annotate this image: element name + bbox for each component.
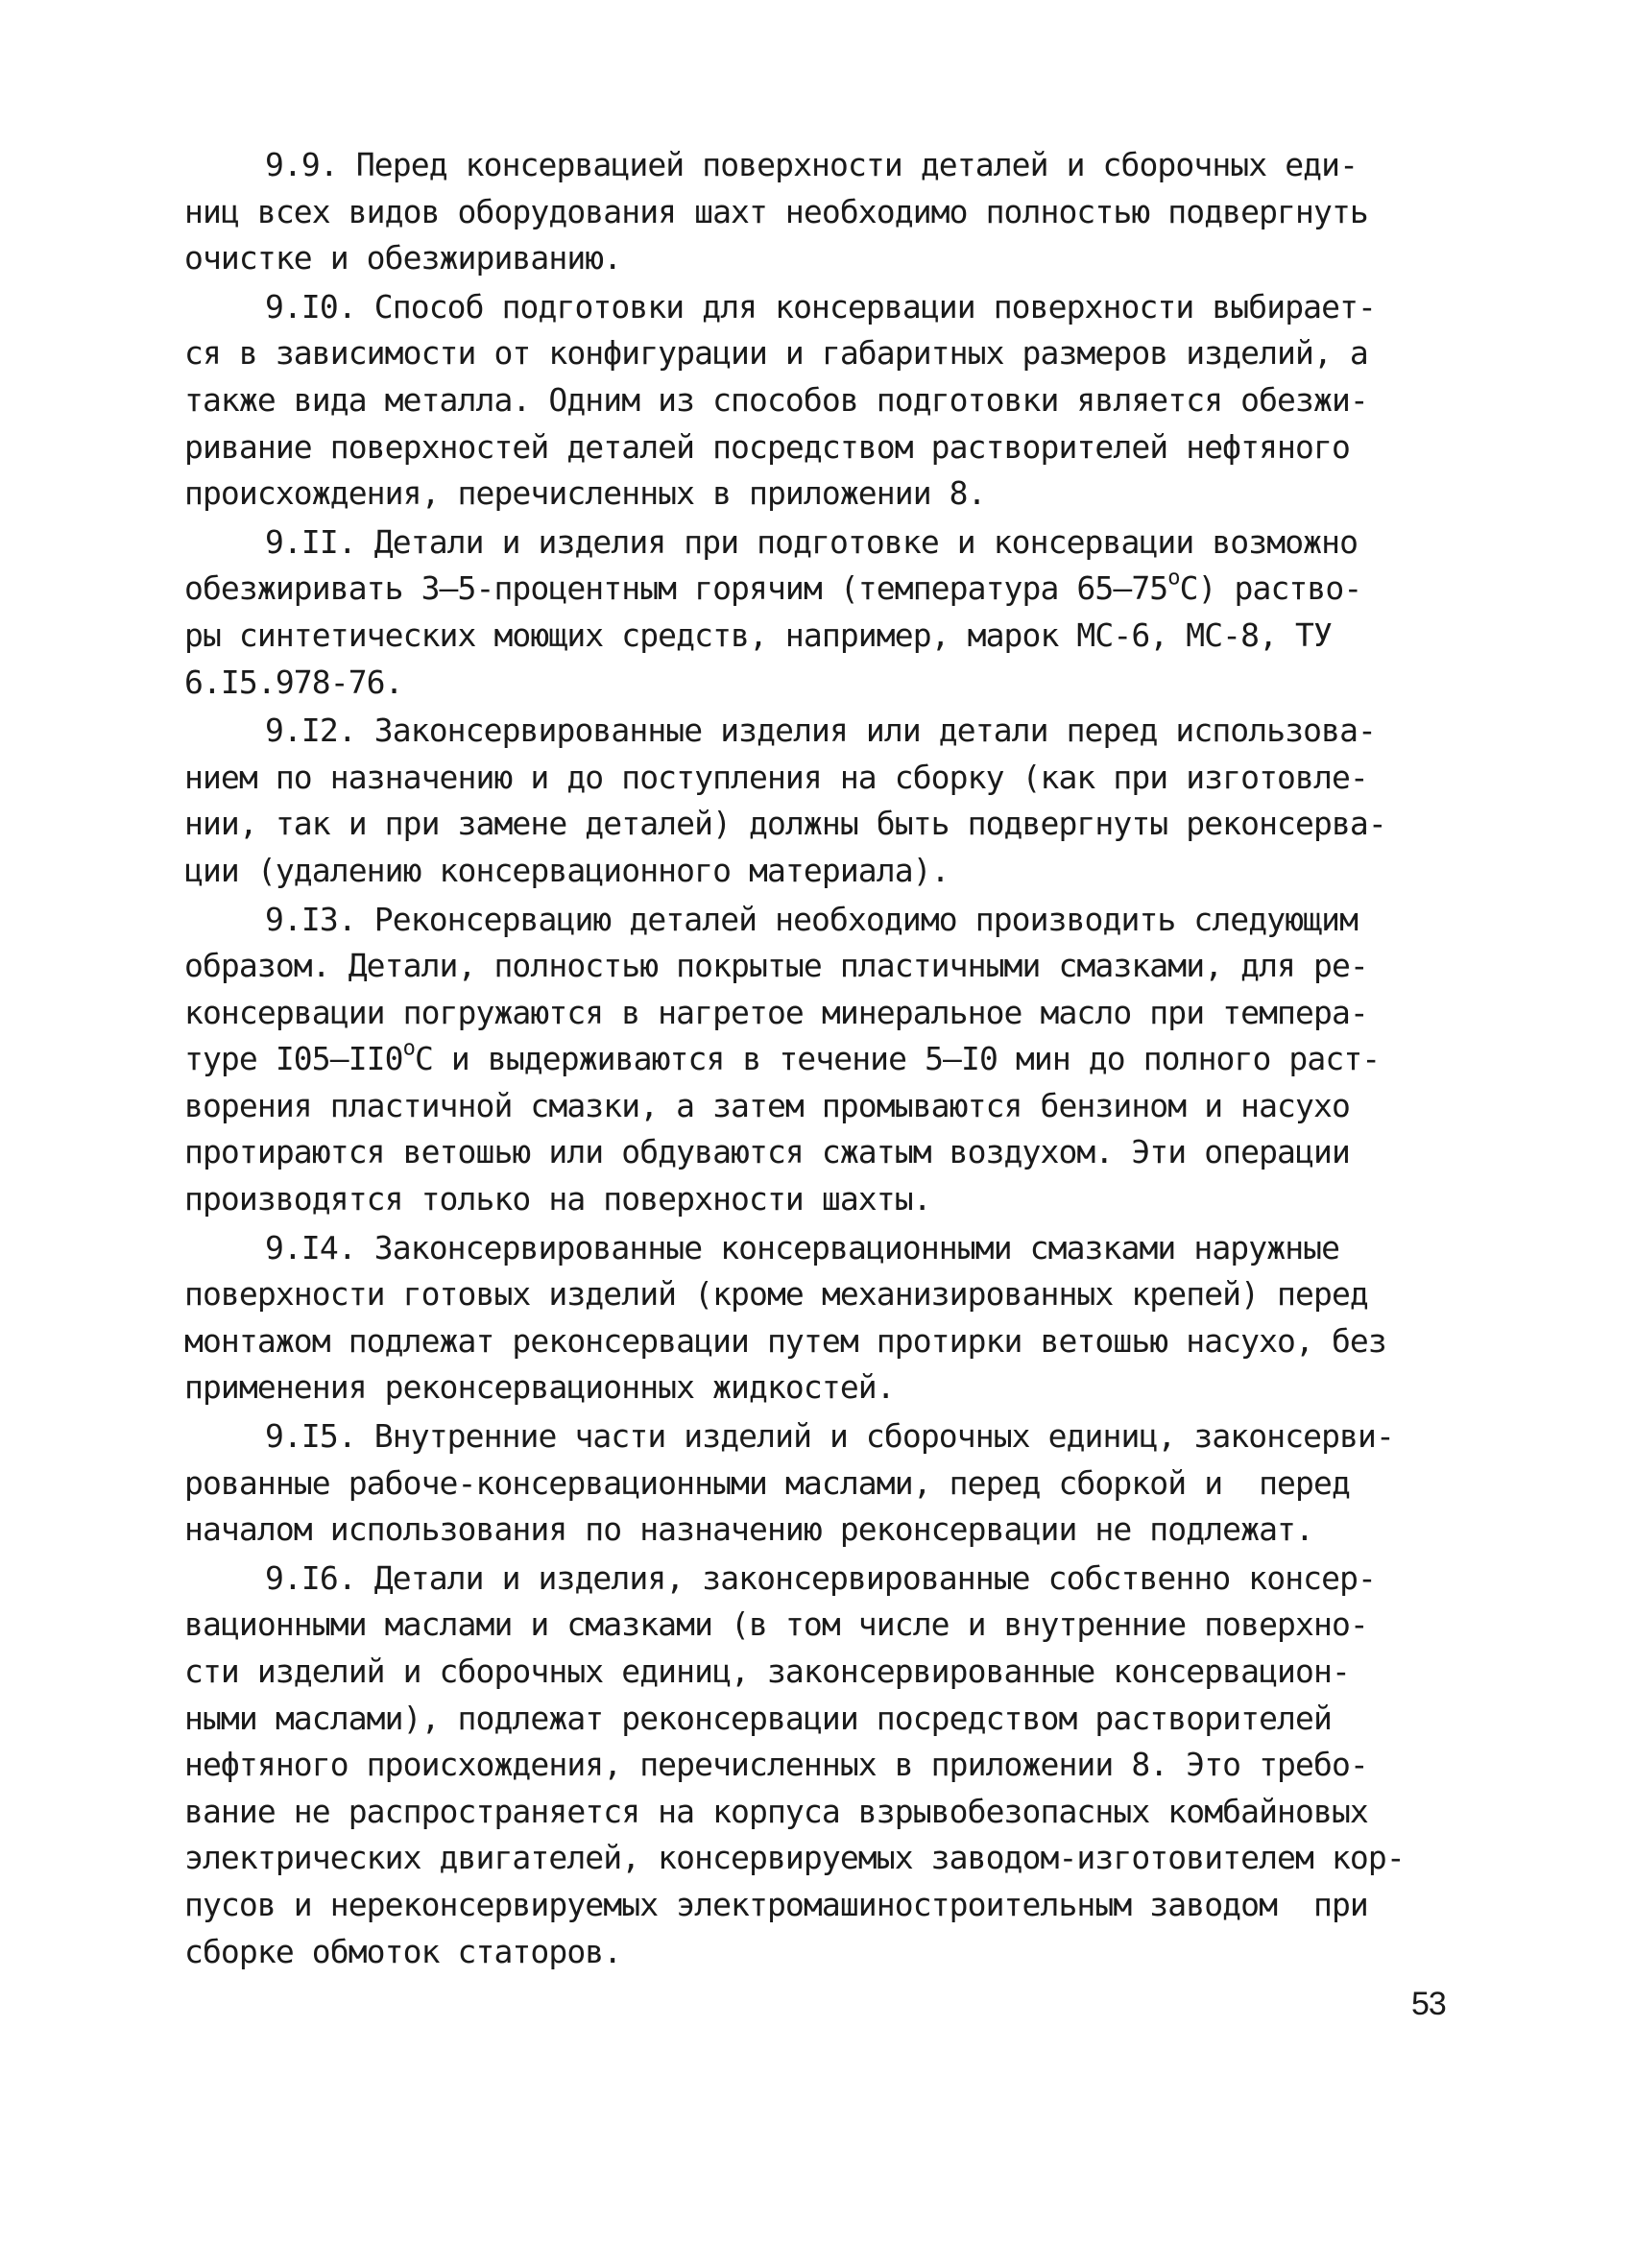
text-line: 9.I6. Детали и изделия, законсервированные собственно консер- xyxy=(265,1558,1377,1597)
text-line: консервации погружаются в нагретое минеральное масло при темпера- xyxy=(184,993,1368,1031)
text-line: 9.I2. Законсервированные изделия или детали перед использова- xyxy=(265,712,1377,750)
text-line: монтажом подлежат реконсервации путем протирки ветошью насухо, без xyxy=(184,1321,1386,1360)
paragraph-9-12 xyxy=(184,708,1461,894)
paragraph-9-9 xyxy=(184,142,1461,282)
paragraph-9-11 xyxy=(184,519,1461,706)
paragraph-9-13 xyxy=(184,897,1461,1223)
text-line: ниц всех видов оборудования шахт необходимо полностью подвергнуть xyxy=(184,192,1368,230)
text-line: сборке обмоток статоров. xyxy=(184,1932,622,1970)
text-line: пусов и нереконсервируемых электромашиностроительным заводом при xyxy=(184,1885,1368,1923)
degree-mark: o xyxy=(402,1036,415,1061)
text-line: 9.9. Перед консервацией поверхности деталей и сборочных еди- xyxy=(265,146,1358,183)
text-line: рованные рабоче-консервационными маслами, перед сборкой и перед xyxy=(184,1463,1350,1502)
text-line: обезжиривать 3–5-процентным горячим (температура 65–75$^o$С) раство- xyxy=(184,566,1362,608)
text-line: ривание поверхностей деталей посредством растворителей нефтяного xyxy=(184,427,1350,466)
body-text xyxy=(184,142,1461,1977)
text-line: 9.I0. Способ подготовки для консервации поверхности выбирает- xyxy=(265,287,1377,326)
text-line: вационными маслами и смазками (в том числе и внутренние поверхно- xyxy=(184,1605,1368,1644)
text-line: нием по назначению и до поступления на сборку (как при изготовле- xyxy=(184,758,1368,796)
page-number: 53 xyxy=(1411,1986,1446,2022)
text-line: образом. Детали, полностью покрытые пластичными смазками, для ре- xyxy=(184,947,1368,985)
text-line: туре I05–II0$^o$С и выдерживаются в течение 5–I0 мин до полного раст- xyxy=(184,1036,1381,1078)
text-line: также вида металла. Одним из способов подготовки является обезжи- xyxy=(184,380,1368,419)
text-line: очистке и обезжириванию. xyxy=(184,239,622,277)
paragraph-9-15 xyxy=(184,1413,1461,1554)
text-line: 9.I4. Законсервированные консервационными смазками наружные xyxy=(265,1228,1340,1267)
text-line: ся в зависимости от конфигурации и габаритных размеров изделий, а xyxy=(184,334,1368,373)
text-line: сти изделий и сборочных единиц, законсервированные консервацион- xyxy=(184,1653,1350,1690)
paragraph-9-16 xyxy=(184,1556,1461,1975)
text-line: ции (удалению консервационного материала). xyxy=(184,851,950,889)
text-line: протираются ветошью или обдуваются сжатым воздухом. Эти операции xyxy=(184,1133,1350,1171)
text-line: ворения пластичной смазки, а затем промываются бензином и насухо xyxy=(184,1086,1350,1124)
degree-mark: o xyxy=(1167,566,1180,591)
text-line: электрических двигателей, консервируемых заводом-изготовителем кор- xyxy=(184,1839,1405,1877)
text-line: вание не распространяется на корпуса взрывобезопасных комбайновых xyxy=(184,1792,1368,1830)
paragraph-9-14 xyxy=(184,1225,1461,1411)
paragraph-9-10 xyxy=(184,284,1461,518)
text-line: 9.I5. Внутренние части изделий и сборочных единиц, законсерви- xyxy=(265,1417,1394,1456)
text-line: происхождения, перечисленных в приложении 8. xyxy=(184,474,986,513)
text-line: 9.I3. Реконсервацию деталей необходимо производить следующим xyxy=(265,900,1358,938)
text-line: нии, так и при замене деталей) должны быть подвергнуты реконсерва- xyxy=(184,805,1386,843)
text-line: ры синтетических моющих средств, например, марок МС-6, МС-8, ТУ xyxy=(184,615,1332,654)
text-line: 6.I5.978-76. xyxy=(184,663,403,701)
text-line: ными маслами), подлежат реконсервации посредством растворителей xyxy=(184,1699,1332,1737)
text-line: производятся только на поверхности шахты. xyxy=(184,1180,931,1218)
text-line: 9.II. Детали и изделия при подготовке и консервации возможно xyxy=(265,522,1358,561)
text-line: началом использования по назначению реконсервации не подлежат. xyxy=(184,1510,1313,1549)
text-line: применения реконсервационных жидкостей. xyxy=(184,1368,895,1407)
text-line: нефтяного происхождения, перечисленных в приложении 8. Это требо- xyxy=(184,1746,1368,1784)
text-line: поверхности готовых изделий (кроме механизированных крепей) перед xyxy=(184,1275,1368,1314)
